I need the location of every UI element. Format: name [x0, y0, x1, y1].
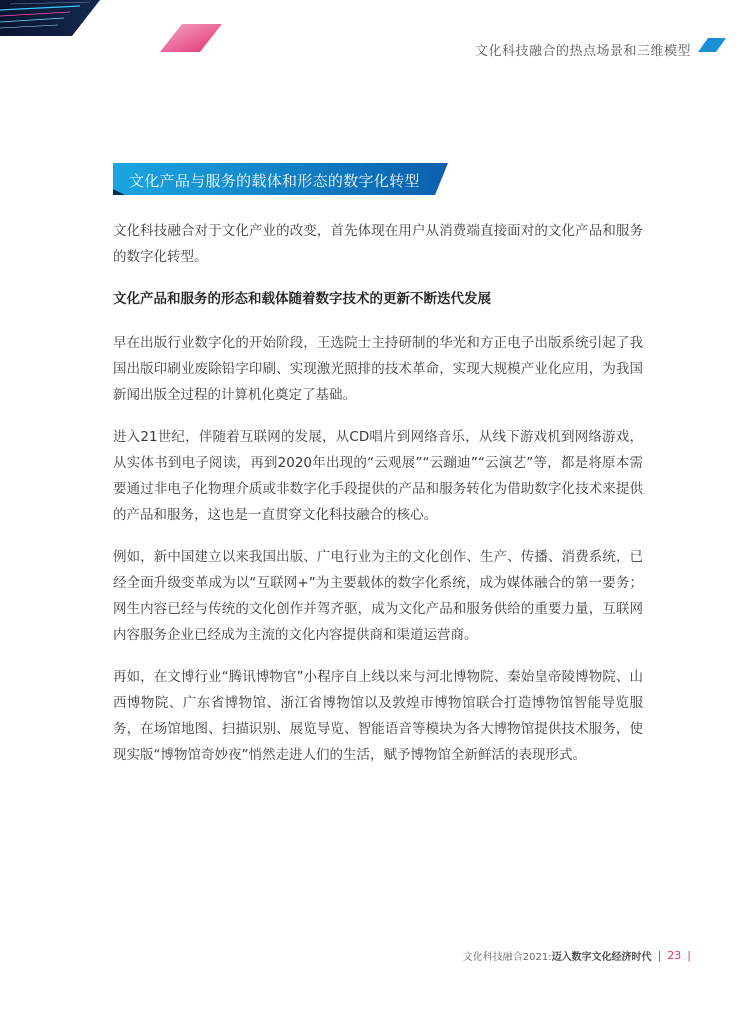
footer-separator: |: [687, 949, 691, 962]
running-header-title: 文化科技融合的热点场景和三维模型: [474, 44, 691, 59]
body-paragraph: 早在出版行业数字化的开始阶段，王选院士主持研制的华光和方正电子出版系统引起了我国出版印刷业废除铅字印刷、实现激光照排的技术革命，实现大规模产业化应用，为我国新闻出版全过程的计算机化奠定了基础。: [113, 335, 643, 403]
section-title: 文化产品与服务的载体和形态的数字化转型: [129, 172, 420, 190]
page-number: 23: [667, 949, 682, 962]
footer-separator: |: [657, 949, 662, 962]
pink-slant-decoration: [160, 24, 222, 52]
footer-report-subtitle: 迈入数字文化经济时代: [551, 952, 652, 963]
main-content: [113, 218, 643, 784]
footer-report-title: [463, 948, 652, 963]
intro-paragraph: 文化科技融合对于文化产业的改变，首先体现在用户从消费端直接面对的文化产品和服务的数字化转型。: [113, 223, 643, 265]
body-paragraph: 再如，在文博行业“腾讯博物官”小程序自上线以来与河北博物院、秦始皇帝陵博物院、山西博物院、广东省博物馆、浙江省博物馆以及敦煌市博物馆联合打造博物馆智能导览服务，在场馆地图、扫描识别、展览导览、智能语音等模块为各大博物馆提供技术服务，使现实版“博物馆奇妙夜”悄然走进人们的生活，赋予博物馆全新鲜活的表现形式。: [113, 669, 643, 763]
blue-slant-decoration: [698, 38, 726, 52]
corner-decoration: [0, 0, 100, 36]
body-paragraph: 例如，新中国建立以来我国出版、广电行业为主的文化创作、生产、传播、消费系统，已经全面升级变革成为以“互联网+”为主要载体的数字化系统，成为媒体融合的第一要务；网生内容已经与传统的文化创作并驾齐驱，成为文化产品和服务供给的重要力量，互联网内容服务企业已经成为主流的文化内容提供商和渠道运营商。: [113, 549, 643, 643]
subheading: 文化产品和服务的形态和载体随着数字技术的更新不断迭代发展: [113, 291, 491, 307]
body-paragraph: 进入21世纪，伴随着互联网的发展，从CD唱片到网络音乐，从线下游戏机到网络游戏，从实体书到电子阅读，再到2020年出现的“云观展”“云蹦迪”“云演艺”等，都是将原本需要通过非电子化物理介质或非数字化手段提供的产品和服务转化为借助数字化技术来提供的产品和服务，这也是一直贯穿文化科技融合的核心。: [113, 429, 643, 523]
page-footer: [463, 948, 691, 963]
section-banner: [113, 163, 448, 195]
footer-report-name: 文化科技融合2021:: [462, 952, 552, 963]
